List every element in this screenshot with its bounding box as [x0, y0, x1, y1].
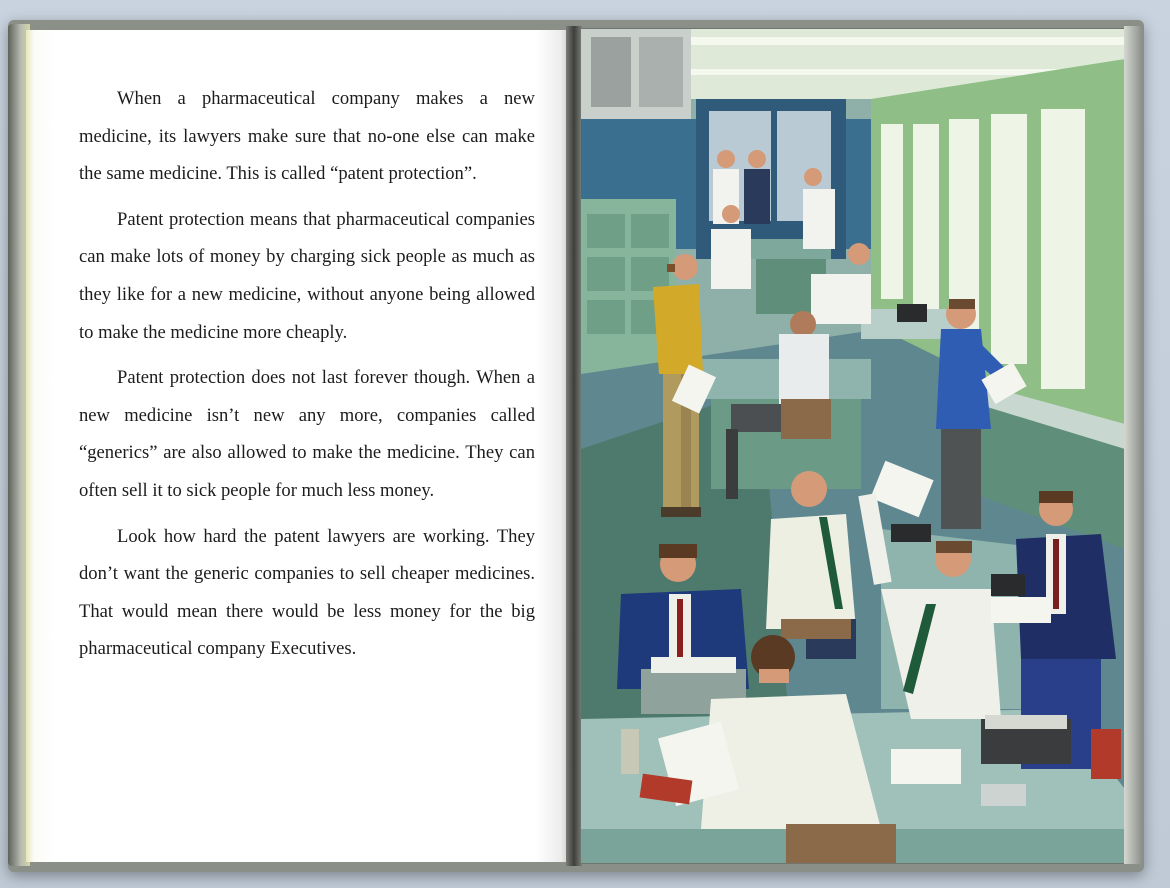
- office-illustration: [581, 29, 1125, 863]
- paragraph-3: Patent protection does not last forever though. When a new medicine isn’t new any more, companies called “generics” are also allowed to make the medicine. They can often sell it to sick people for much less money.: [79, 367, 535, 501]
- page-text: [79, 80, 535, 676]
- right-page: [580, 28, 1126, 864]
- left-page: [26, 30, 568, 862]
- book-cover-edge-right: [1124, 26, 1142, 864]
- paragraph-4: Look how hard the patent lawyers are working. They don’t want the generic companies to sell cheaper medicines. That would mean there would be less money for the big pharmaceutical company Executives.: [79, 525, 535, 660]
- paragraph-1: When a pharmaceutical company makes a new medicine, its lawyers make sure that no-one else can make the same medicine. This is called “patent protection”.: [79, 88, 535, 185]
- paragraph-2: Patent protection means that pharmaceutical companies can make lots of money by charging sick people as much as they like for a new medicine, without anyone being allowed to make the medicine more cheaply.: [79, 208, 535, 343]
